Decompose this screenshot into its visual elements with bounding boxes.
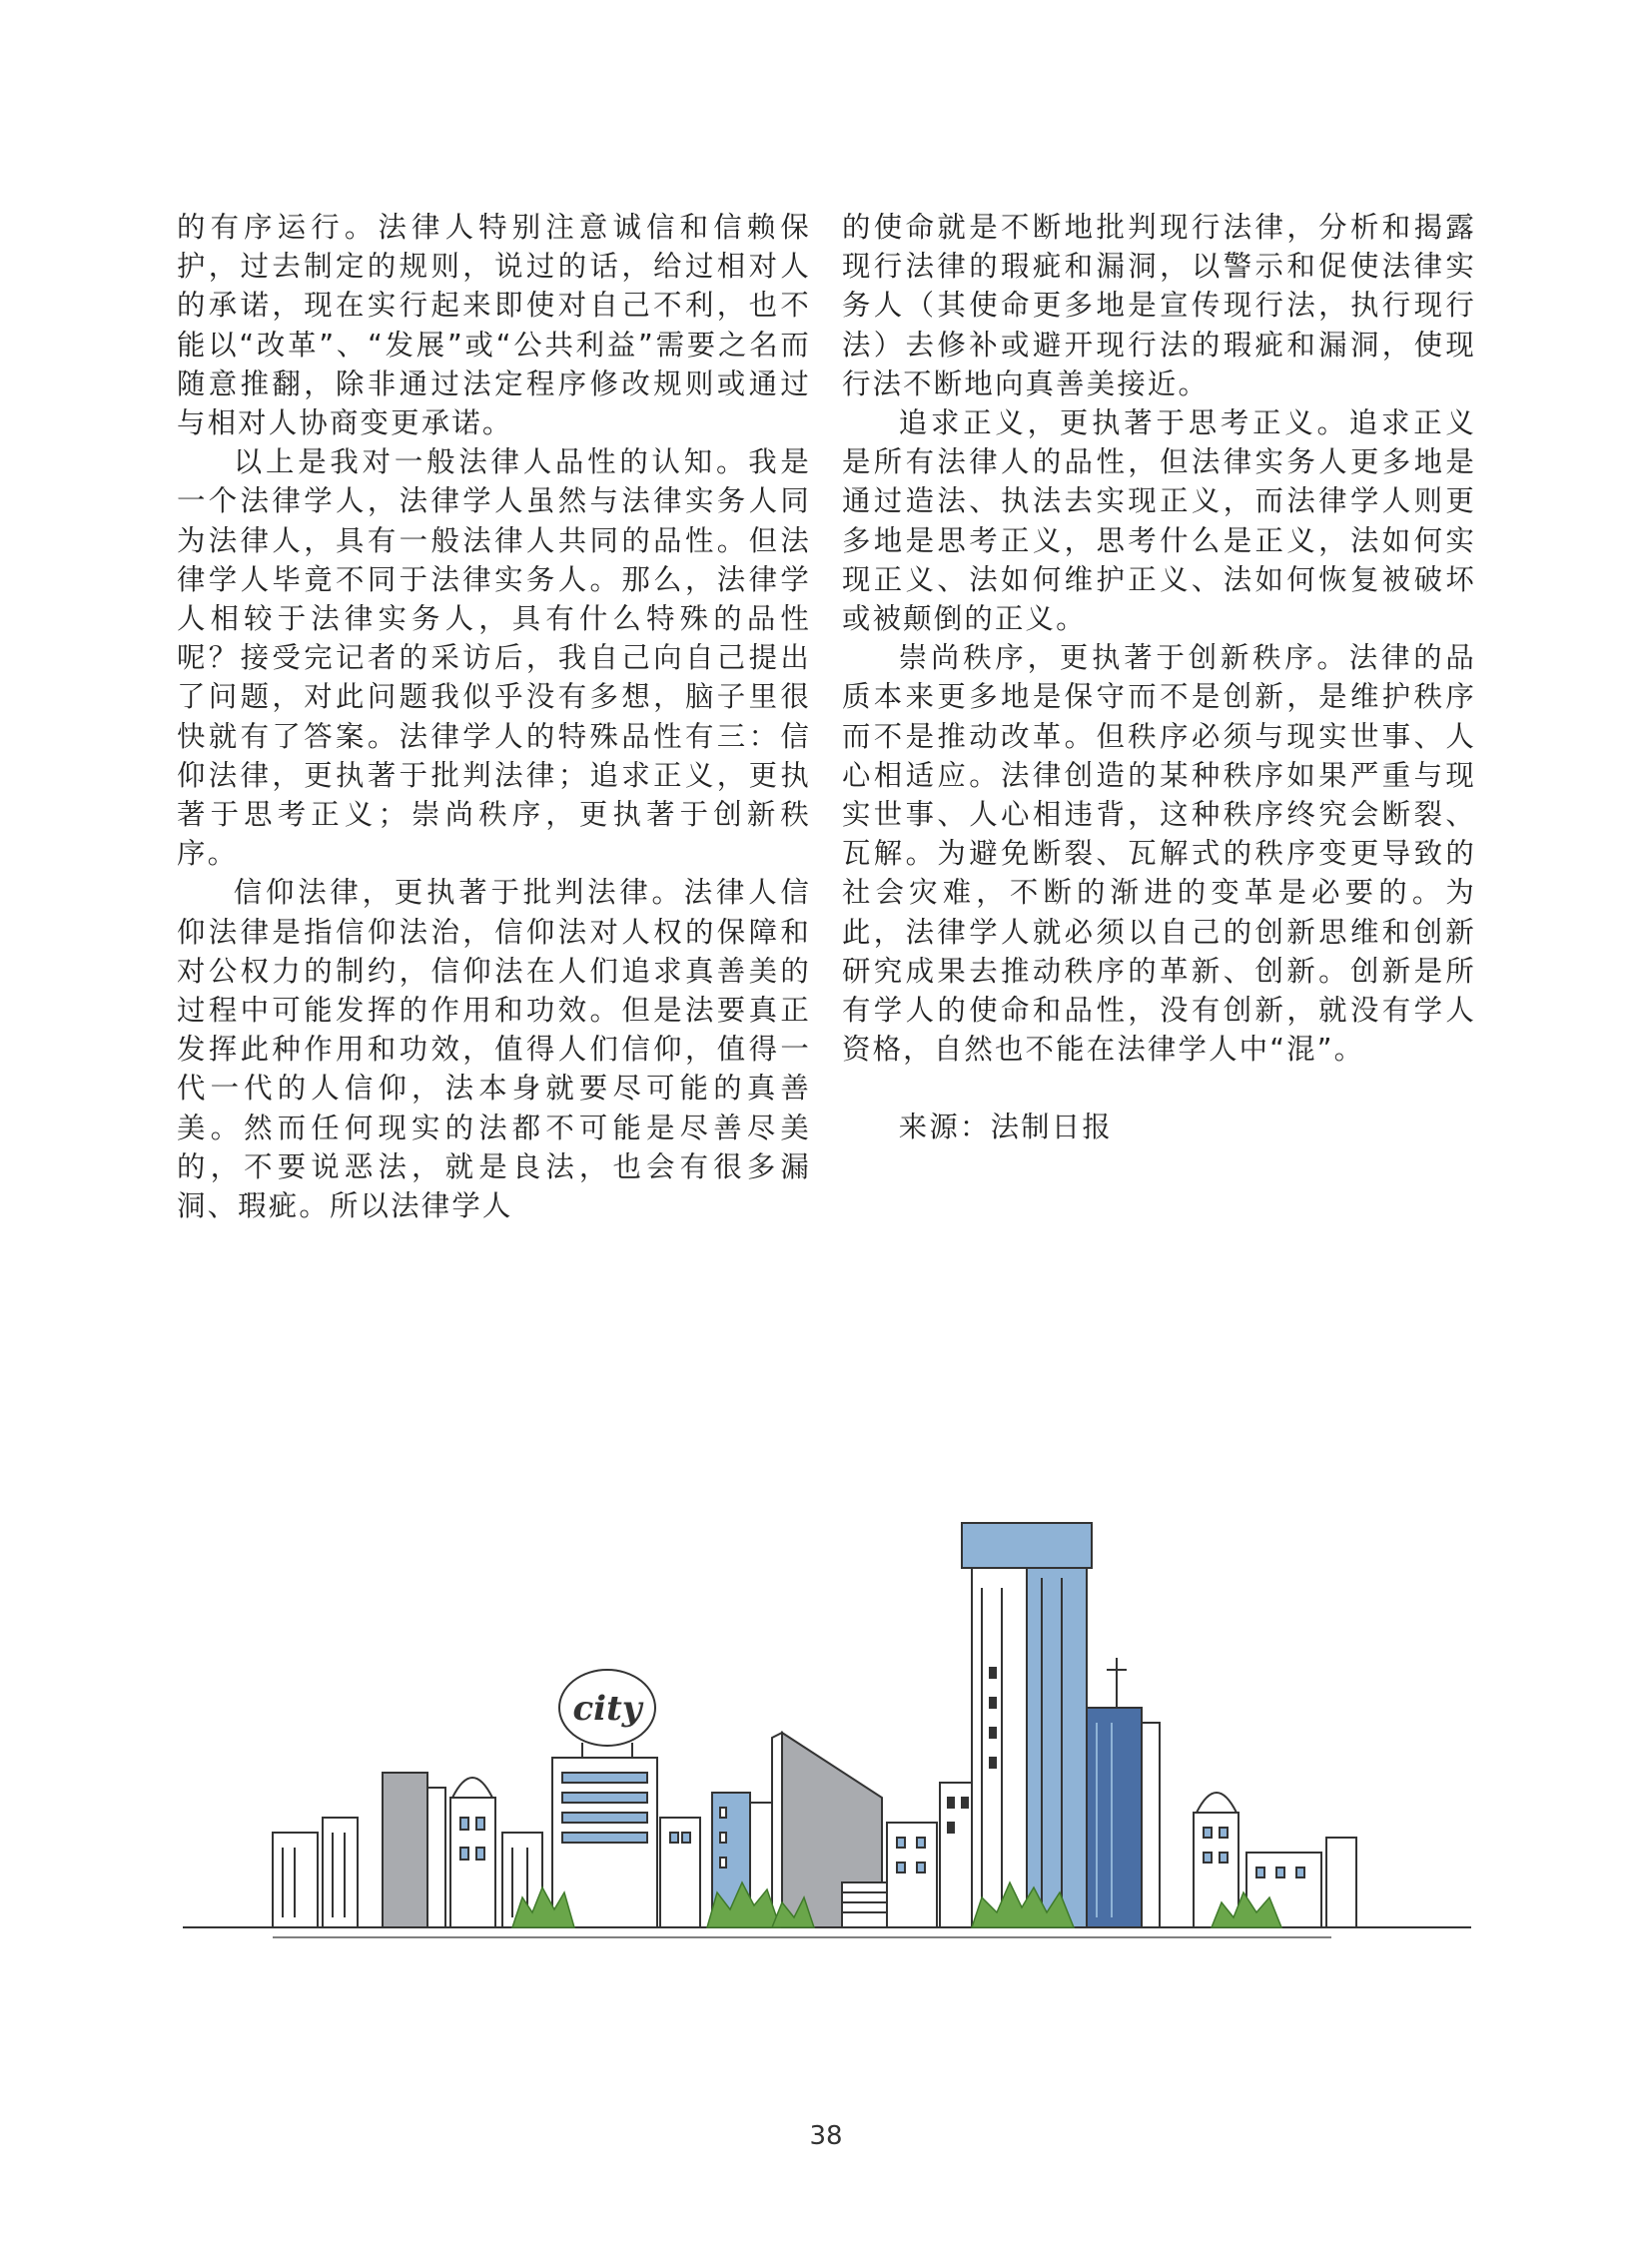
building-dome (450, 1778, 495, 1927)
paragraph: 的有序运行。法律人特别注意诚信和信赖保护，过去制定的规则，说过的话，给过相对人的承诺，现在实行起来即使对自己不利，也不能以“改革”、“发展”或“公共利益”需要之名而随意推翻，除非通过法定程序修改规则或通过与相对人协商变更承诺。 (177, 211, 811, 440)
building-mid-white (887, 1783, 978, 1927)
paragraph: 的使命就是不断地批判现行法律，分析和揭露现行法律的瑕疵和漏洞，以警示和促使法律实务人（其使命更多地是宣传现行法，执行现行法）去修补或避开现行法的瑕疵和漏洞，使现行法不断地向真善美接近。 (842, 211, 1476, 400)
building-main-tower (962, 1523, 1092, 1927)
article-right-column (842, 208, 1476, 1147)
paragraph: 以上是我对一般法律人品性的认知。我是一个法律学人，法律学人虽然与法律实务人同为法律人，具有一般法律人共同的品性。但法律学人毕竟不同于法律实务人。那么，法律学人相较于法律实务人，具有什么特殊的品性呢？接受完记者的采访后，我自己向自己提出了问题，对此问题我似乎没有多想，脑子里很快就有了答案。法律学人的特殊品性有三：信仰法律，更执著于批判法律；追求正义，更执著于思考正义；崇尚秩序，更执著于创新秩序。 (177, 445, 811, 871)
paragraph: 信仰法律，更执著于批判法律。法律人信仰法律是指信仰法治，信仰法对人权的保障和对公权力的制约，信仰法在人们追求真善美的过程中可能发挥的作用和功效。但是法要真正发挥此种作用和功效，值得人们信仰，值得一代一代的人信仰，法本身就要尽可能的真善美。然而任何现实的法都不可能是尽善尽美的，不要说恶法，就是良法，也会有很多漏洞、瑕疵。所以法律学人 (177, 876, 811, 1223)
city-sign-text: city (572, 1689, 642, 1729)
building-dark-blue (1087, 1658, 1160, 1927)
building-left-gray (383, 1773, 445, 1927)
article-left-column (177, 208, 811, 1225)
building-small-blue (660, 1818, 700, 1927)
building-left-low (273, 1818, 358, 1927)
paragraph: 追求正义，更执著于思考正义。追求正义是所有法律人的品性，但法律实务人更多地是通过造法、执法去实现正义，而法律学人则更多地是思考正义，思考什么是正义，法如何实现正义、法如何维护正义、法如何恢复被破坏或被颠倒的正义。 (842, 406, 1476, 636)
building-dome-right (1194, 1793, 1239, 1927)
city-skyline-illustration (183, 1378, 1471, 1957)
page-number: 38 (809, 2121, 843, 2151)
building-stacked (842, 1882, 887, 1927)
source-line: 来源：法制日报 (898, 1111, 1113, 1144)
paragraph: 崇尚秩序，更执著于创新秩序。法律的品质本来更多地是保守而不是创新，是维护秩序而不是推动改革。但秩序必须与现实世事、人心相适应。法律创造的某种秩序如果严重与现实世事、人心相违背，这种秩序终究会断裂、瓦解。为避免断裂、瓦解式的秩序变更导致的社会灾难，不断的渐进的变革是必要的。为此，法律学人就必须以自己的创新思维和创新研究成果去推动秩序的革新、创新。创新是所有学人的使命和品性，没有创新，就没有学人资格，自然也不能在法律学人中“混”。 (842, 641, 1476, 1067)
